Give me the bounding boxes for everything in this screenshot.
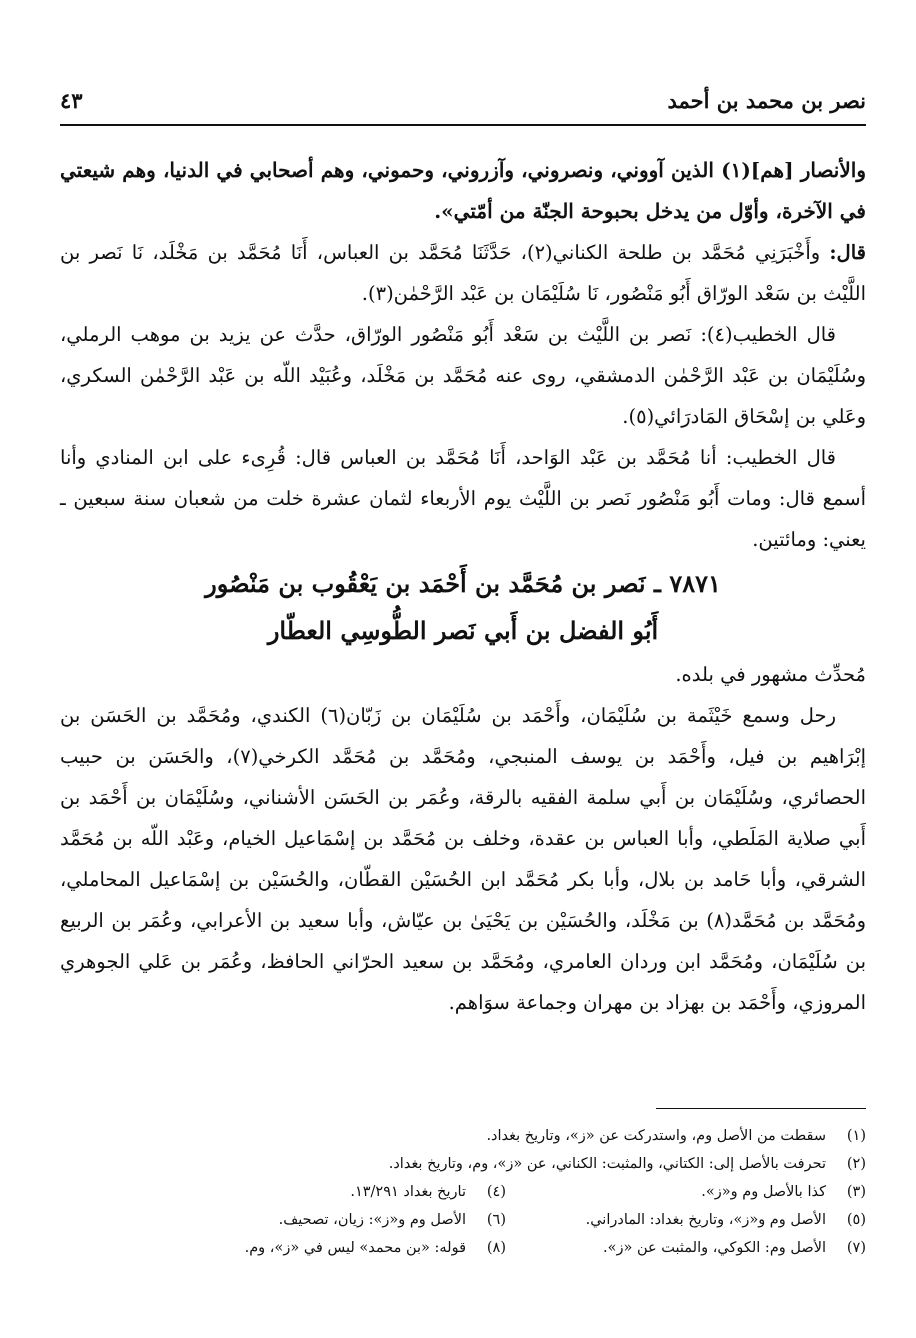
footnote-5: (٥)الأصل وم و«ز»، وتاريخ بغداد: المادراني. bbox=[585, 1212, 866, 1228]
running-title: نصر بن محمد بن أحمد bbox=[667, 88, 866, 113]
khatib-paragraph: قال الخطيب(٤): نَصر بن اللَّيْث بن سَعْد أَبُو مَنْصُور الورّاق، حدَّث عن يزيد بن موهب الرملي، وسُلَيْمَان بن عَبْد الرَّحْمٰن الدمشقي، روى عنه مُحَمَّد بن مَخْلَد، وعُبَيْد اللّه بن عَبْد الرَّحْمٰن السكري، وعَلي بن إسْحَاق المَادرَائي(٥). bbox=[60, 323, 866, 428]
footnote-row bbox=[60, 1150, 866, 1178]
footnote-row bbox=[60, 1234, 866, 1262]
footnote-2: (٢)تحرفت بالأصل إلى: الكتاني، والمثبت: الكناني، عن «ز»، وم، وتاريخ بغداد. bbox=[388, 1156, 866, 1172]
footnote-3: (٣)كذا بالأصل وم و«ز». bbox=[701, 1184, 866, 1200]
footnote-6: (٦)الأصل وم و«ز»: زيان، تصحيف. bbox=[278, 1212, 506, 1228]
entry-subheading: أَبُو الفضل بن أَبي نَصر الطُّوسِي العطّار bbox=[267, 616, 659, 645]
main-text bbox=[60, 150, 866, 1023]
page-number: ٤٣ bbox=[60, 88, 83, 113]
isnad-paragraph bbox=[60, 232, 866, 314]
footnote-4: (٤)تاريخ بغداد ١٣/٢٩١. bbox=[350, 1184, 506, 1200]
footnote-row bbox=[60, 1178, 866, 1206]
page-header bbox=[60, 84, 866, 126]
entry-intro: مُحدِّث مشهور في بلده. bbox=[675, 663, 866, 686]
qala-label: قال: bbox=[829, 241, 866, 264]
footnote-row bbox=[60, 1122, 866, 1150]
footnote-rule bbox=[656, 1108, 866, 1109]
footnote-1: (١)سقطت من الأصل وم، واستدركت عن «ز»، وتاريخ بغداد. bbox=[486, 1128, 866, 1144]
footnote-list bbox=[60, 1122, 866, 1262]
hadith-paragraph: والأنصار [هم](١) الذين آووني، ونصروني، وآزروني، وحموني، وهم أصحابي في الدنيا، وهم شيعتي في الآخرة، وأوّل من يدخل بحبوحة الجنّة من أمّتي». bbox=[60, 158, 866, 223]
isnad-text: وأَخْبَرَنِي مُحَمَّد بن طلحة الكناني(٢)، حَدَّثَنَا مُحَمَّد بن العباس، أَنَا مُحَمَّد بن مَخْلَد، نَا نَصر بن اللَّيْث بن سَعْد الورّاق أَبُو مَنْصُور، نَا سُلَيْمَان بن عَبْد الرَّحْمٰن(٣). bbox=[60, 241, 866, 305]
entry-body: رحل وسمع خَيْثَمة بن سُلَيْمَان، وأَحْمَد بن سُلَيْمَان بن زَبّان(٦) الكندي، ومُحَمَّد بن الحَسَن بن إبْرَاهيم بن فيل، وأَحْمَد بن يوسف المنبجي، ومُحَمَّد بن مُحَمَّد الكرخي(٧)، والحَسَن بن حبيب الحصائري، وسُلَيْمَان بن أَبي سلمة الفقيه بالرقة، وعُمَر بن الحَسَن الأشناني، وسُلَيْمَان بن أَحْمَد بن أَبي صلاية المَلَطي، وأبا العباس بن عقدة، وخلف بن مُحَمَّد بن إسْمَاعيل الخيام، وعَبْد اللّه بن مُحَمَّد الشرقي، وأبا حَامد بن بلال، وأبا بكر مُحَمَّد ابن الحُسَيْن القطّان، والحُسَيْن بن إسْمَاعيل المحاملي، ومُحَمَّد بن مُحَمَّد(٨) بن مَخْلَد، والحُسَيْن بن يَحْيَىٰ بن عيّاش، وأبا سعيد بن الأعرابي، وعُمَر بن الربيع بن سُلَيْمَان، ومُحَمَّد ابن وردان العامري، ومُحَمَّد بن سعيد الحرّاني الحافظ، وعُمَر بن عَلي الجوهري المروزي، وأَحْمَد بن بهزاد بن مهران وجماعة سوَاهم. bbox=[60, 704, 867, 1014]
footnote-8: (٨)قوله: «بن محمد» ليس في «ز»، وم. bbox=[244, 1240, 506, 1256]
footnote-7: (٧)الأصل وم: الكوكي، والمثبت عن «ز». bbox=[603, 1240, 866, 1256]
entry-heading: ٧٨٧١ ـ نَصر بن مُحَمَّد بن أَحْمَد بن يَعْقُوب بن مَنْصُور bbox=[205, 569, 721, 598]
footnote-row bbox=[60, 1206, 866, 1234]
death-date-paragraph: قال الخطيب: أنا مُحَمَّد بن عَبْد الوَاحد، أَنَا مُحَمَّد بن العباس قال: قُرِىء على ابن المنادي وأنا أسمع قال: ومات أَبُو مَنْصُور نَصر بن اللَّيْث يوم الأربعاء لثمان عشرة خلت من شعبان سنة سبعين ـ يعني: ومائتين. bbox=[60, 446, 866, 551]
